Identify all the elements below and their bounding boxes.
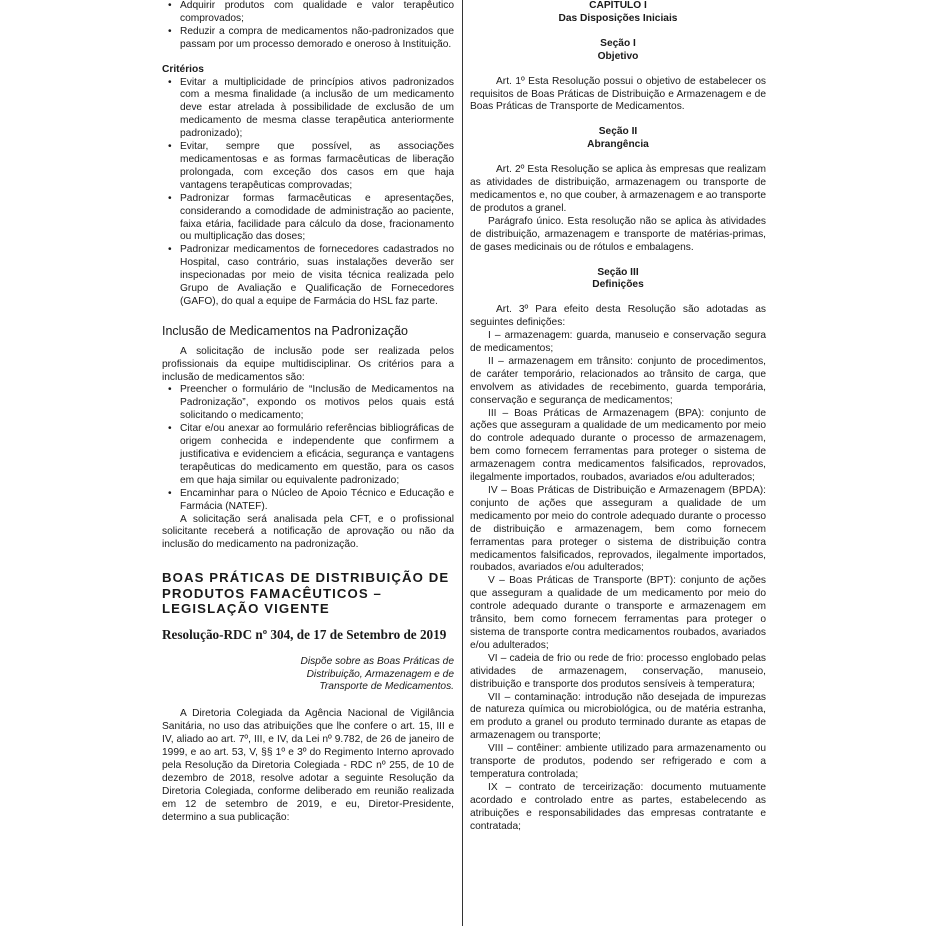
list-item: • Citar e/ou anexar ao formulário referências bibliográficas de origem conhecida e independente que confirmem a justificativa e evidenciem a eficácia, segurança e vantagens terapêuticas do medicamento em questão, para os casos em que haja similar ou equivalente padronizado; <box>162 423 454 488</box>
secao3-subheading: Definições <box>592 279 644 291</box>
paragrafo-unico: Parágrafo único. Esta resolução não se aplica às atividades de distribuição, armazenagem e transporte de matérias-primas, de gases medicinais ou de rótulos e embalagens. <box>470 215 766 253</box>
secao1-subheading: Objetivo <box>597 50 639 62</box>
definition-item: VI – cadeia de frio ou rede de frio: processo englobado pelas atividades de armazenagem, conservação, manuseio, distribuição e transporte dos produtos sensíveis à temperatura; <box>470 652 766 690</box>
ementa: Dispõe sobre as Boas Práticas de Distribuição, Armazenagem e de Transporte de Medicamentos. <box>300 655 454 693</box>
list-item: • Padronizar formas farmacêuticas e apresentações, considerando a comodidade de administração ao paciente, faixa etária, facilidade para cálculo da dose, fracionamento ou multiplicação das doses; <box>162 193 454 245</box>
inclusao-intro: A solicitação de inclusão pode ser realizada pelos profissionais da equipe multidisciplinar. Os critérios para a inclusão de medicamentos são: <box>162 345 454 383</box>
secao2-heading: Seção II <box>598 126 638 138</box>
inclusao-heading: Inclusão de Medicamentos na Padronização <box>162 323 408 338</box>
list-item: • Padronizar medicamentos de fornecedores cadastrados no Hospital, caso contrário, suas instalações deverão ser inspecionadas por meio de visita técnica realizada pelo Grupo de Avaliação e Qualificação de Fornecedores (GAFO), do qual a equipe de Farmácia do HSL faz parte. <box>162 244 454 309</box>
column-divider <box>462 0 463 926</box>
criterios-list <box>162 77 454 309</box>
definition-item: VII – contaminação: introdução não desejada de impurezas de natureza química ou microbiológica, ou de matéria estranha, em produto a granel ou produto terminado durante as etapas de armazenagem ou transporte; <box>470 691 766 742</box>
definition-item: IX – contrato de terceirização: documento mutuamente acordado e controlado entre as partes, estabelecendo as atribuições e responsabilidades das empresas contratante e contratada; <box>470 781 766 832</box>
art2: Art. 2º Esta Resolução se aplica às empresas que realizam as atividades de distribuição, armazenagem ou transporte de medicamentos e, no que couber, à armazenagem e ao transporte de produtos a granel. <box>470 164 766 214</box>
preambulo: A Diretoria Colegiada da Agência Nacional de Vigilância Sanitária, no uso das atribuições que lhe confere o art. 15, III e IV, aliado ao art. 7º, III, e IV, da Lei nº 9.782, de 26 de janeiro de 1999, e ao art. 53, V, §§ 1º e 3º do Regimento Interno aprovado pela Resolução da Diretoria Colegiada - RDC nº 255, de 10 de dezembro de 2018, resolve adotar a seguinte Resolução da Diretoria Colegiada, conforme deliberado em reunião realizada em 12 de setembro de 2019, e eu, Diretor-Presidente, determino a sua publicação: <box>162 708 454 823</box>
section-title: BOAS PRÁTICAS DE DISTRIBUIÇÃO DE PRODUTOS FAMACÊUTICOS – LEGISLAÇÃO VIGENTE <box>162 570 450 617</box>
list-item: • Encaminhar para o Núcleo de Apoio Técnico e Educação e Farmácia (NATEF). <box>162 488 454 514</box>
secao1-heading: Seção I <box>600 37 636 49</box>
definition-item: II – armazenagem em trânsito: conjunto de procedimentos, de caráter temporário, relacionados ao trânsito de carga, que envolvem as atividades de recebimento, guarda temporária, conservação e segurança de medicamentos; <box>470 355 766 406</box>
definition-item: III – Boas Práticas de Armazenagem (BPA): conjunto de ações que asseguram a qualidade de um medicamento por meio do controle adequado durante o processo de armazenagem, bem como fornecem ferramentas para proteger o sistema de armazenagem contra medicamentos falsificados, reprovados, ilegalmente importados, roubados, avariados e/ou adulterados; <box>470 407 766 484</box>
list-item: • Evitar a multiplicidade de princípios ativos padronizados com a mesma finalidade (a inclusão de um medicamento deve estar atrelada à possibilidade de exclusão de um medicamento de mesma classe terapêutica anteriormente padronizado); <box>162 77 454 142</box>
list-item: • Reduzir a compra de medicamentos não-padronizados que passam por um processo demorado e oneroso à Instituição. <box>162 26 454 52</box>
capitulo-subheading: Das Disposições Iniciais <box>558 12 678 24</box>
resolution-title: Resolução-RDC nº 304, de 17 de Setembro de 2019 <box>162 626 447 642</box>
art3: Art. 3º Para efeito desta Resolução são adotadas as seguintes definições: <box>470 304 766 329</box>
secao2-subheading: Abrangência <box>587 139 649 151</box>
capitulo-heading: CAPÍTULO I <box>589 0 647 11</box>
list-item: • Evitar, sempre que possível, as associações medicamentosas e as formas farmacêuticas de liberação prolongada, com exceção dos casos em que haja vantagens terapêuticas comprovadas; <box>162 141 454 193</box>
criterios-heading: Critérios <box>162 63 204 75</box>
definition-item: VIII – contêiner: ambiente utilizado para armazenamento ou transporte de produtos, podendo ser refrigerado e com a temperatura controlada; <box>470 743 766 780</box>
list-item: • Preencher o formulário de “Inclusão de Medicamentos na Padronização”, expondo os motivos pelos quais está solicitando o medicamento; <box>162 384 454 423</box>
left-column <box>162 0 454 825</box>
inclusao-outro: A solicitação será analisada pela CFT, e o profissional solicitante receberá a notificação de aprovação ou não da inclusão do medicamento na padronização. <box>162 513 454 551</box>
inclusao-list <box>162 384 454 513</box>
objectives-list <box>162 0 454 52</box>
list-item: • Adquirir produtos com qualidade e valor terapêutico comprovados; <box>162 0 454 26</box>
definition-item: V – Boas Práticas de Transporte (BPT): conjunto de ações que asseguram a qualidade de um medicamento por meio do controle adequado durante o transporte e armazenagem em trânsito, bem como fornecem ferramentas para proteger o sistema de transporte contra medicamentos roubados, avariados e/ou adulterados; <box>470 575 766 651</box>
definition-item: I – armazenagem: guarda, manuseio e conservação segura de medicamentos; <box>470 330 766 355</box>
right-column <box>470 0 766 833</box>
art1: Art. 1º Esta Resolução possui o objetivo de estabelecer os requisitos de Boas Práticas de Distribuição e Armazenagem e de Boas Práticas de Transporte de Medicamentos. <box>470 75 766 113</box>
definition-item: IV – Boas Práticas de Distribuição e Armazenagem (BPDA): conjunto de ações que asseguram a qualidade de um medicamento por meio do controle adequado durante o processo de distribuição e armazenagem, bem como fornecem ferramentas para proteger o sistema de distribuição contra medicamentos falsificados, reprovados, ilegalmente importados, roubados, avariados e/ou adulterados; <box>470 485 766 574</box>
secao3-heading: Seção III <box>597 266 639 278</box>
